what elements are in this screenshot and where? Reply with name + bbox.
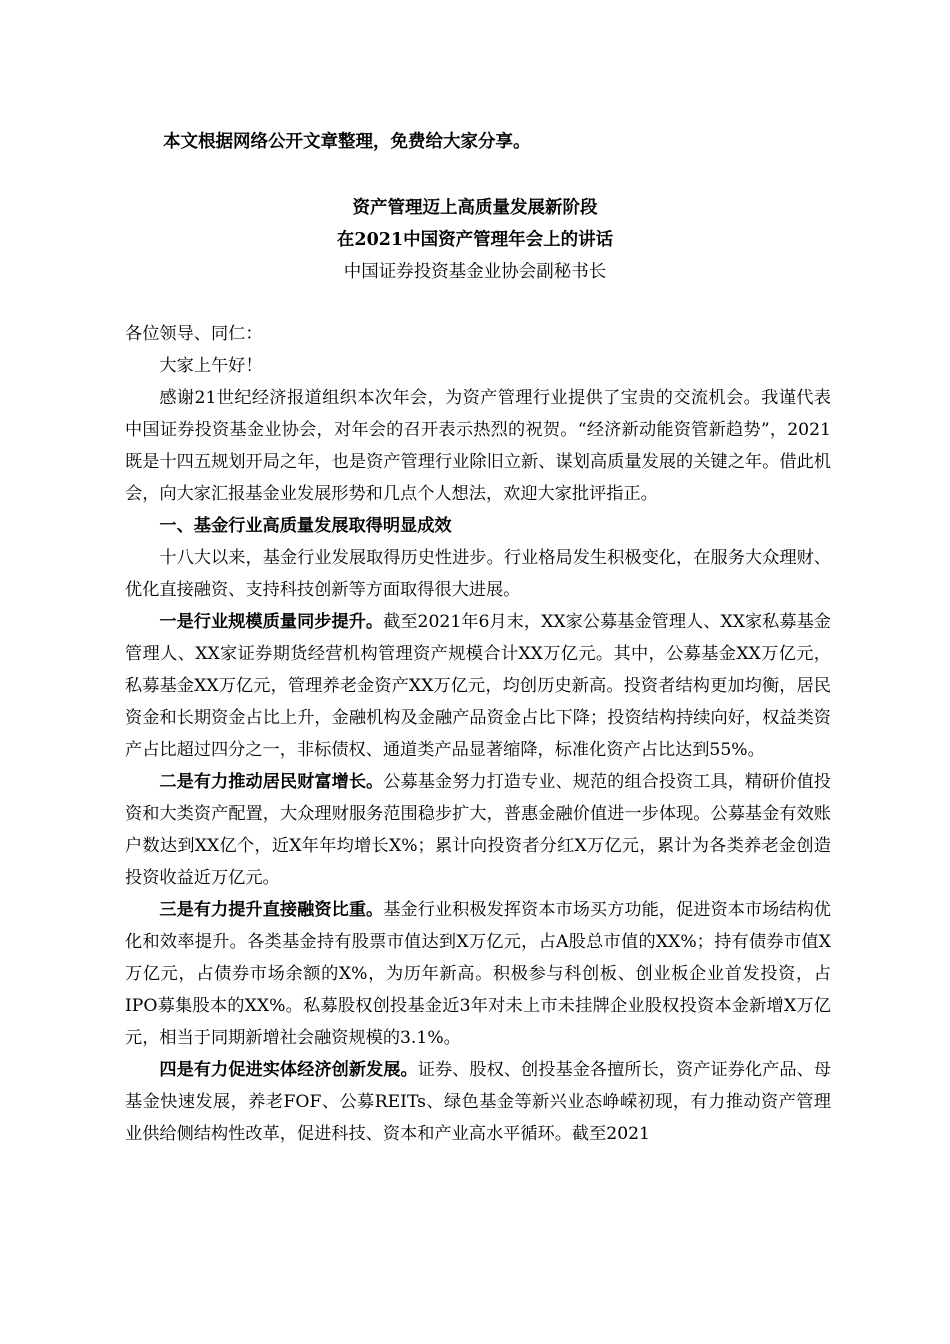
salutation: 各位领导、同仁： [125,324,263,344]
share-notice: 本文根据网络公开文章整理，免费给大家分享。 [163,132,531,152]
point-text-4: 证券、股权、创投基金各擅所长，资产证券化产品、母基金快速发展，养老FOF、公募REITs、绿色基金等新兴业态峥嵘初现，有力推动资产管理业供给侧结构性改革，促进科技、资本和产业高水平循环。截至2021 [125,1060,831,1144]
point-paragraph-1 [125,606,831,766]
document-body [125,318,831,1150]
point-paragraph-2 [125,766,831,894]
greeting: 大家上午好！ [159,356,263,376]
document-title: 资产管理迈上高质量发展新阶段 [352,198,598,218]
point-text-3: 基金行业积极发挥资本市场买方功能，促进资本市场结构优化和效率提升。各类基金持有股票市值达到X万亿元，占A股总市值的XX%；持有债券市值X万亿元，占债券市场余额的X%，为历年新高。积极参与科创板、创业板企业首发投资，占IPO募集股本的XX%。私募股权创投基金近3年对未上市未挂牌企业股权投资本金新增X万亿元，相当于同期新增社会融资规模的3.1%。 [125,900,831,1048]
speaker-line: 中国证券投资基金业协会副秘书长 [343,262,607,282]
point-lead-1: 一是行业规模质量同步提升。 [159,612,384,632]
point-text-2: 公募基金努力打造专业、规范的组合投资工具，精研价值投资和大类资产配置，大众理财服务范围稳步扩大，普惠金融价值进一步体现。公募基金有效账户数达到XX亿个，近X年年均增长X%；累计向投资者分红X万亿元，累计为各类养老金创造投资收益近万亿元。 [125,772,831,888]
point-text-1: 截至2021年6月末，XX家公募基金管理人、XX家私募基金管理人、XX家证券期货经营机构管理资产规模合计XX万亿元。其中，公募基金XX万亿元，私募基金XX万亿元，管理养老金资产XX万亿元，均创历史新高。投资者结构更加均衡，居民资金和长期资金占比上升，金融机构及金融产品资金占比下降；投资结构持续向好，权益类资产占比超过四分之一，非标债权、通道类产品显著缩降，标准化资产占比达到55%。 [125,612,831,760]
point-lead-2: 二是有力推动居民财富增长。 [159,772,384,792]
section-heading: 一、基金行业高质量发展取得明显成效 [159,516,452,536]
point-paragraph-4 [125,1054,831,1150]
point-paragraph-3 [125,894,831,1054]
point-lead-3: 三是有力提升直接融资比重。 [159,900,384,920]
intro-paragraph: 感谢21世纪经济报道组织本次年会，为资产管理行业提供了宝贵的交流机会。我谨代表中国证券投资基金业协会，对年会的召开表示热烈的祝贺。“经济新动能资管新趋势”，2021既是十四五规划开局之年，也是资产管理行业除旧立新、谋划高质量发展的关键之年。借此机会，向大家汇报基金业发展形势和几点个人想法，欢迎大家批评指正。 [125,388,831,504]
section-intro-paragraph: 十八大以来，基金行业发展取得历史性进步。行业格局发生积极变化，在服务大众理财、优化直接融资、支持科技创新等方面取得很大进展。 [125,548,831,600]
point-lead-4: 四是有力促进实体经济创新发展。 [159,1060,418,1080]
document-subtitle: 在2021中国资产管理年会上的讲话 [336,230,614,250]
